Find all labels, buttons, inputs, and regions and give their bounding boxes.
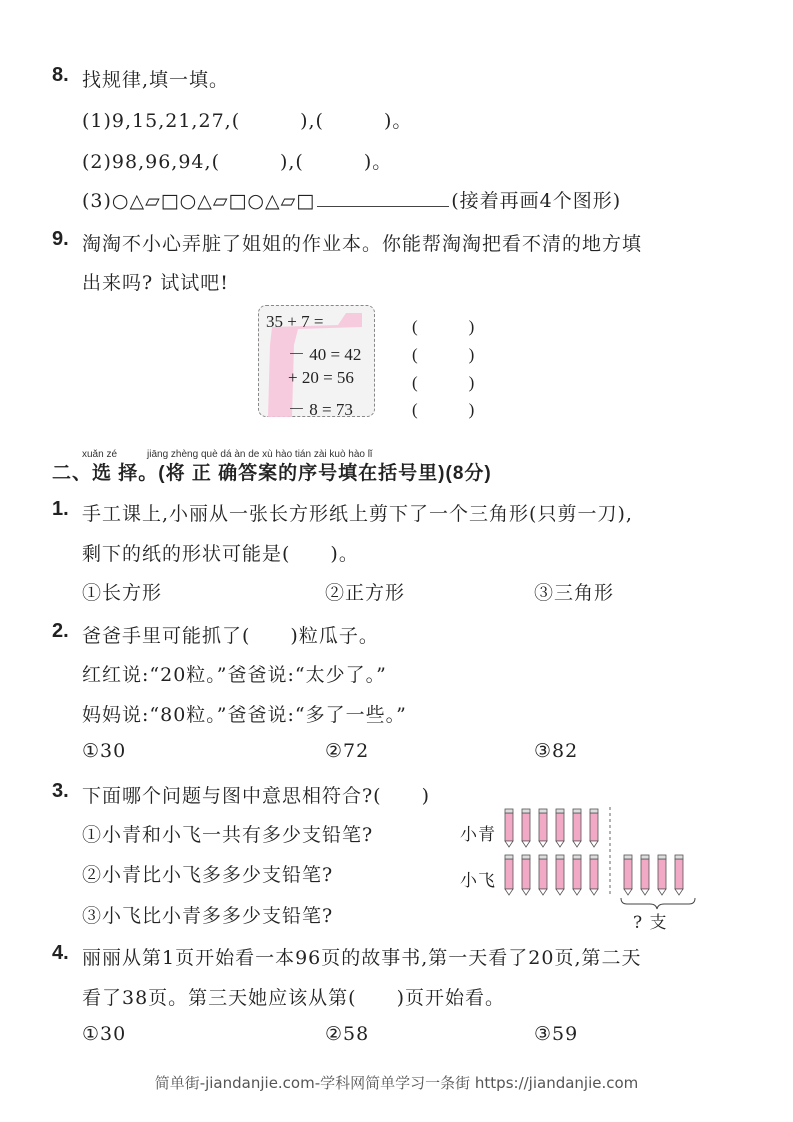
choice-2-option-1[interactable]: ①30 bbox=[82, 740, 127, 762]
choice-2-line2: 红红说:“20粒。”爸爸说:“太少了。” bbox=[82, 664, 387, 686]
pencil bbox=[539, 813, 547, 841]
choice-1-option-2[interactable]: ②正方形 bbox=[325, 582, 406, 604]
question-8-sub1: (1)9,15,21,27,( ),( )。 bbox=[82, 110, 413, 132]
choice-4-option-1[interactable]: ①30 bbox=[82, 1023, 127, 1045]
question-8-sub2: (2)98,96,94,( ),( )。 bbox=[82, 151, 393, 173]
section-2-title: 二、选 择。(将 正 确答案的序号填在括号里)(8分) bbox=[52, 463, 492, 484]
choice-3-number: 3. bbox=[52, 780, 69, 802]
label-xiaofei: 小飞 bbox=[460, 871, 496, 891]
shape-sequence: (3)○△▱□○△▱□○△▱□ bbox=[82, 190, 316, 212]
pencil-row-xiaoqing bbox=[505, 809, 598, 847]
equation-1: 35 + 7 = bbox=[266, 312, 324, 331]
choice-2-option-3[interactable]: ③82 bbox=[534, 740, 579, 762]
choice-4-option-2[interactable]: ②58 bbox=[325, 1023, 370, 1045]
question-quantity-label: ? 支 bbox=[633, 913, 668, 933]
answer-paren-1[interactable]: ( ) bbox=[412, 317, 475, 336]
question-9-line1: 淘淘不小心弄脏了姐姐的作业本。你能帮淘淘把看不清的地方填 bbox=[82, 233, 643, 255]
pencil bbox=[658, 859, 666, 889]
choice-1-option-3[interactable]: ③三角形 bbox=[534, 582, 615, 604]
answer-blank-line[interactable] bbox=[317, 193, 449, 207]
pencil bbox=[675, 859, 683, 889]
answer-paren-3[interactable]: ( ) bbox=[412, 373, 475, 392]
pencil bbox=[522, 813, 530, 841]
pencil bbox=[573, 813, 581, 841]
pencil bbox=[590, 813, 598, 841]
label-xiaoqing: 小青 bbox=[460, 825, 496, 845]
choice-1-number: 1. bbox=[52, 498, 69, 520]
choice-3-option-3[interactable]: ③小飞比小青多多少支铅笔? bbox=[82, 905, 334, 927]
pencil-row-xiaofei bbox=[505, 855, 683, 895]
pencil bbox=[624, 859, 632, 889]
pencil bbox=[590, 859, 598, 889]
answer-paren-4[interactable]: ( ) bbox=[412, 400, 475, 419]
choice-2-line1: 爸爸手里可能抓了( )粒瓜子。 bbox=[82, 625, 379, 647]
question-8-sub3 bbox=[82, 186, 621, 213]
choice-3-option-1[interactable]: ①小青和小飞一共有多少支铅笔? bbox=[82, 824, 374, 846]
pencil bbox=[522, 859, 530, 889]
choice-4-line1: 丽丽从第1页开始看一本96页的故事书,第一天看了20页,第二天 bbox=[82, 947, 642, 969]
equation-4: － 8 = 73 bbox=[288, 400, 353, 419]
pencil bbox=[505, 859, 513, 889]
pencil bbox=[573, 859, 581, 889]
choice-1-line1: 手工课上,小丽从一张长方形纸上剪下了一个三角形(只剪一刀), bbox=[82, 503, 633, 525]
pencil-diagram bbox=[500, 805, 700, 910]
pencil bbox=[641, 859, 649, 889]
question-9-number: 9. bbox=[52, 228, 69, 250]
choice-1-line2: 剩下的纸的形状可能是( )。 bbox=[82, 543, 359, 565]
choice-2-option-2[interactable]: ②72 bbox=[325, 740, 370, 762]
equation-3: + 20 = 56 bbox=[288, 368, 354, 387]
choice-3-line1: 下面哪个问题与图中意思相符合?( ) bbox=[82, 785, 431, 807]
question-9-line2: 出来吗? 试试吧! bbox=[82, 272, 229, 294]
choice-2-line3: 妈妈说:“80粒。”爸爸说:“多了一些。” bbox=[82, 704, 407, 726]
pencil bbox=[505, 813, 513, 841]
choice-4-option-3[interactable]: ③59 bbox=[534, 1023, 579, 1045]
pencil bbox=[539, 859, 547, 889]
section-2-pinyin: xuǎn zé jiāng zhèng què dá àn de xù hào tián zài kuò hào lǐ bbox=[82, 449, 373, 460]
question-8-number: 8. bbox=[52, 64, 69, 86]
choice-3-option-2[interactable]: ②小青比小飞多多少支铅笔? bbox=[82, 864, 334, 886]
pencil bbox=[556, 859, 564, 889]
choice-4-line2: 看了38页。第三天她应该从第( )页开始看。 bbox=[82, 987, 506, 1009]
choice-4-number: 4. bbox=[52, 942, 69, 964]
question-8-sub3-note: (接着再画4个图形) bbox=[451, 190, 622, 212]
pencil bbox=[556, 813, 564, 841]
choice-2-number: 2. bbox=[52, 620, 69, 642]
choice-1-option-1[interactable]: ①长方形 bbox=[82, 582, 163, 604]
answer-paren-2[interactable]: ( ) bbox=[412, 345, 475, 364]
question-8-text: 找规律,填一填。 bbox=[82, 69, 230, 91]
equation-2: － 40 = 42 bbox=[288, 345, 362, 364]
footer-watermark: 简单街-jiandanjie.com-学科网简单学习一条街 https://jiandanjie.com bbox=[154, 1074, 639, 1092]
